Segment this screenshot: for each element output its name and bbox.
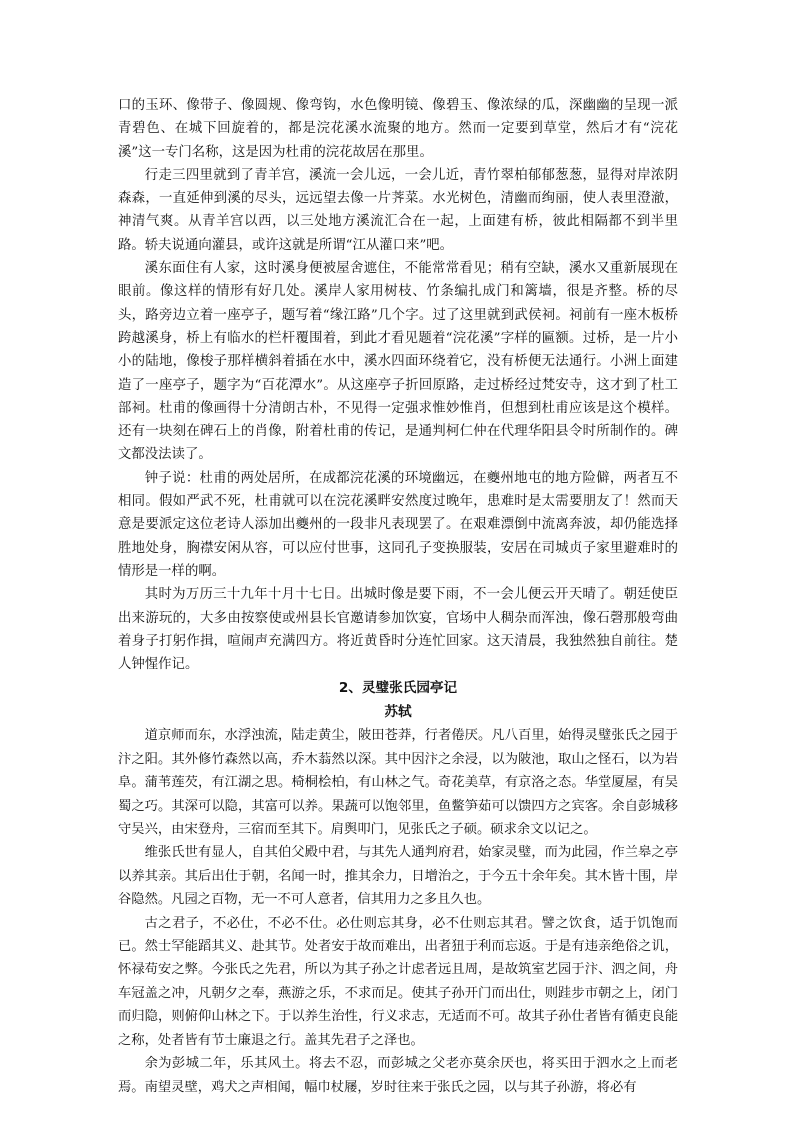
essay-1-paragraph: 行走三四里就到了青羊宫，溪流一会儿远，一会儿近，青竹翠柏郁郁葱葱，显得对岸浓阴森森，一直延伸到溪的尽头，远远望去像一片荠菜。水光树色，清幽而绚丽，使人表里澄澈，神清气爽。从青羊宫以西，以三处地方溪流汇合在一起，上面建有桥，彼此相隔都不到半里路。轿夫说通向灌县，或许这就是所谓“江从灌口来”吧。 (118, 167, 678, 253)
essay-2-paragraph: 古之君子，不必仕，不必不仕。必仕则忘其身，必不仕则忘其君。譬之饮食，适于饥饱而已。然士罕能蹈其义、赴其节。处者安于故而难出，出者狃于利而忘返。于是有违亲绝俗之讥，怀禄苟安之弊。今张氏之先君，所以为其子孙之计虑者远且周，是故筑室艺园于汴、泗之间，舟车冠盖之冲，凡朝夕之奉，燕游之乐，不求而足。使其子孙开门而出仕，则跬步市朝之上，闭门而归隐，则俯仰山林之下。于以养生治性，行义求志，无适而不可。故其子孙仕者皆有循吏良能之称，处者皆有节士廉退之行。盖其先君子之泽也。 (118, 915, 678, 1048)
essay-2-heading: 2、灵璧张氏园亭记 (338, 680, 458, 697)
essay-2-body (118, 724, 678, 1099)
essay-2-paragraph: 维张氏世有显人，自其伯父殿中君，与其先人通判府君，始家灵璧，而为此园，作兰皋之亭以养其亲。其后出仕于朝，名闻一时，推其余力，日增治之，于今五十余年矣。其木皆十围，岸谷隐然。凡园之百物，无一不可人意者，信其用力之多且久也。 (118, 845, 678, 908)
essay-1-body (118, 94, 678, 676)
document-page (118, 94, 678, 1099)
essay-2-paragraph: 道京师而东，水浮浊流，陆走黄尘，陂田苍莽，行者倦厌。凡八百里，始得灵璧张氏之园于汴之阳。其外修竹森然以高，乔木蓊然以深。其中因汴之余浸，以为陂池，取山之怪石，以为岩阜。蒲苇莲芡，有江湖之思。椅桐桧柏，有山林之气。奇花美草，有京洛之态。华堂厦屋，有吴蜀之巧。其深可以隐，其富可以养。果蔬可以饱邻里，鱼鳖笋茹可以馈四方之宾客。余自彭城移守吴兴，由宋登舟，三宿而至其下。肩舆叩门，见张氏之子硕。硕求余文以记之。 (118, 728, 678, 838)
essay-2-author: 苏轼 (384, 704, 412, 721)
essay-2-paragraph: 余为彭城二年，乐其风土。将去不忍，而彭城之父老亦莫余厌也，将买田于泗水之上而老焉。南望灵壁，鸡犬之声相闻，幅巾杖屦，岁时往来于张氏之园，以与其子孙游，将必有 (118, 1056, 678, 1095)
essay-1-paragraph: 溪东面住有人家，这时溪身便被屋舍遮住，不能常常看见；稍有空缺，溪水又重新展现在眼前。像这样的情形有好几处。溪岸人家用树枝、竹条编扎成门和篱墙，很是齐整。桥的尽头，路旁边立着一座亭子，题写着“缘江路”几个字。过了这里就到武侯祠。祠前有一座木板桥跨越溪身，桥上有临水的栏杆覆围着，到此才看见题着“浣花溪”字样的匾额。过桥，是一片小小的陆地，像梭子那样横斜着插在水中，溪水四面环绕着它，没有桥便无法通行。小洲上面建造了一座亭子，题字为“百花潭水”。从这座亭子折回原路，走过桥经过梵安寺，这才到了杜工部祠。杜甫的像画得十分清朗古朴，不见得一定强求惟妙惟肖，但想到杜甫应该是这个模样。还有一块刻在碑石上的肖像，附着杜甫的传记，是通判柯仁仲在代理华阳县令时所制作的。碑文都没法读了。 (118, 261, 678, 463)
essay-1-paragraph: 口的玉环、像带子、像圆规、像弯钩，水色像明镜、像碧玉、像浓绿的瓜，深幽幽的呈现一派青碧色、在城下回旋着的，都是浣花溪水流聚的地方。然而一定要到草堂，然后才有“浣花溪”这一专门名称，这是因为杜甫的浣花故居在那里。 (118, 98, 678, 160)
essay-1-paragraph: 钟子说：杜甫的两处居所，在成都浣花溪的环境幽远，在夔州地屯的地方险僻，两者互不相同。假如严武不死，杜甫就可以在浣花溪畔安然度过晚年，患难时是太需要朋友了！然而天意是要派定这位老诗人添加出夔州的一段非凡表现罢了。在艰难漂倒中流离奔波，却仍能选择胜地处身，胸襟安闲从容，可以应付世事，这同孔子变换服装，安居在司城贞子家里避难时的情形是一样的啊。 (118, 470, 678, 579)
essay-1-paragraph: 其时为万历三十九年十月十七日。出城时像是要下雨，不一会儿便云开天晴了。朝廷使臣出来游玩的，大多由按察使或州县长官邀请参加饮宴，官场中人稠杂而浑浊，像石磬那般弯曲着身子打躬作揖，喧闹声充满四方。将近黄昏时分连忙回家。这天清晨，我独然独自前往。楚人钟惺作记。 (118, 587, 678, 673)
